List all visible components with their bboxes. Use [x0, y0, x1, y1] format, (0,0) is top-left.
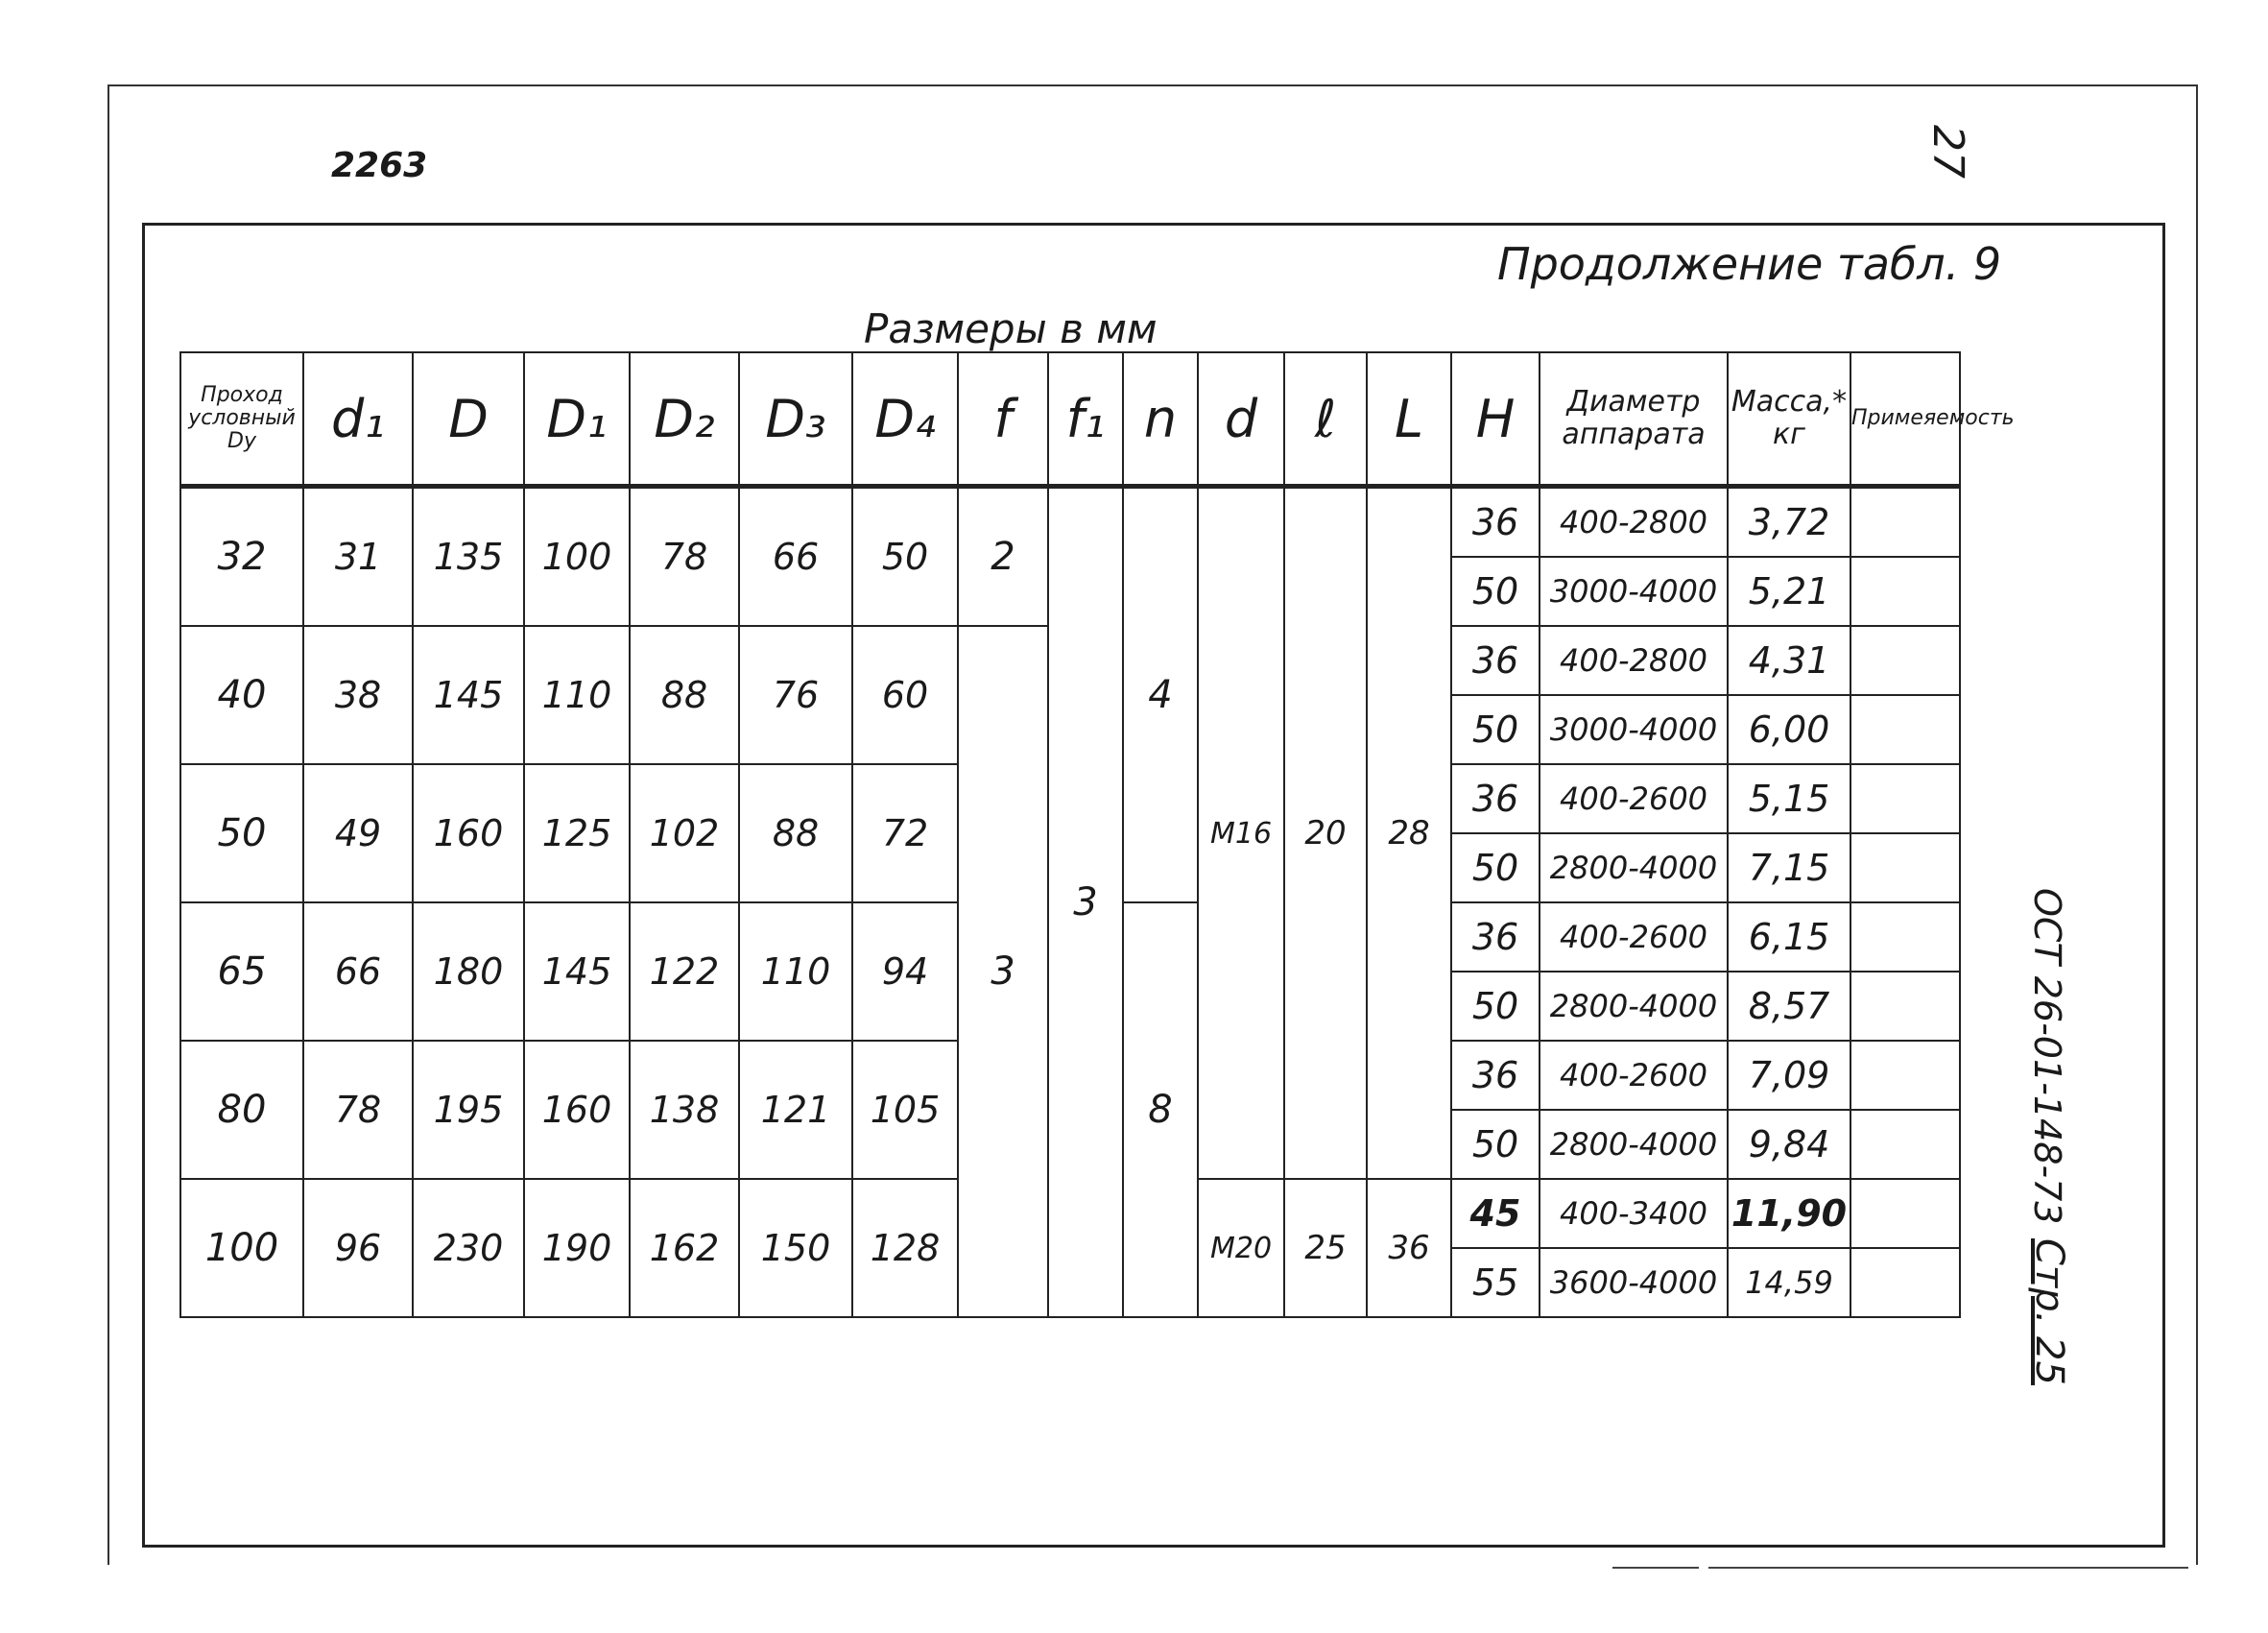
cell-D: 180 — [413, 902, 524, 1041]
cell-applicability — [1850, 1041, 1960, 1110]
cell-mass: 8,57 — [1728, 972, 1850, 1041]
cell-H: 50 — [1451, 972, 1540, 1041]
cell-applicability — [1850, 902, 1960, 972]
bottom-dash — [1708, 1567, 2188, 1569]
cell-applicability — [1850, 626, 1960, 695]
header-mass: Масса,* кг — [1728, 352, 1850, 487]
header-f: f — [958, 352, 1048, 487]
cell-H: 45 — [1451, 1179, 1540, 1248]
cell-thread-d: M16 — [1198, 487, 1284, 1180]
cell-dy: 32 — [180, 487, 303, 627]
cell-D1: 190 — [524, 1179, 630, 1317]
cell-apparatus-diameter: 400-2600 — [1540, 1041, 1728, 1110]
cell-apparatus-diameter: 2800-4000 — [1540, 833, 1728, 902]
cell-H: 36 — [1451, 487, 1540, 558]
header-f1: f₁ — [1048, 352, 1123, 487]
cell-dy: 50 — [180, 764, 303, 902]
cell-D2: 162 — [630, 1179, 739, 1317]
cell-D1: 110 — [524, 626, 630, 764]
cell-D4: 60 — [852, 626, 958, 764]
cell-D: 145 — [413, 626, 524, 764]
cell-D4: 105 — [852, 1041, 958, 1179]
cell-mass: 4,31 — [1728, 626, 1850, 695]
header-D3: D₃ — [739, 352, 852, 487]
cell-D2: 88 — [630, 626, 739, 764]
cell-applicability — [1850, 557, 1960, 626]
sheet-corner-number: 27 — [1923, 125, 1972, 179]
cell-mass: 14,59 — [1728, 1248, 1850, 1317]
header-D2: D₂ — [630, 352, 739, 487]
cell-D: 195 — [413, 1041, 524, 1179]
cell-applicability — [1850, 764, 1960, 833]
cell-dy: 65 — [180, 902, 303, 1041]
cell-apparatus-diameter: 2800-4000 — [1540, 1110, 1728, 1179]
cell-H: 36 — [1451, 764, 1540, 833]
cell-f: 3 — [958, 626, 1048, 1317]
cell-H: 50 — [1451, 695, 1540, 764]
cell-d1: 66 — [303, 902, 413, 1041]
header-H: H — [1451, 352, 1540, 487]
cell-apparatus-diameter: 3600-4000 — [1540, 1248, 1728, 1317]
header-n: n — [1123, 352, 1198, 487]
cell-apparatus-diameter: 400-2600 — [1540, 902, 1728, 972]
cell-D1: 100 — [524, 487, 630, 627]
header-d1: d₁ — [303, 352, 413, 487]
cell-applicability — [1850, 1179, 1960, 1248]
header-l: ℓ — [1284, 352, 1367, 487]
cell-mass: 9,84 — [1728, 1110, 1850, 1179]
cell-mass: 5,15 — [1728, 764, 1850, 833]
bottom-dash — [1612, 1567, 1699, 1569]
cell-n: 4 — [1123, 487, 1198, 903]
cell-mass: 7,09 — [1728, 1041, 1850, 1110]
cell-D2: 102 — [630, 764, 739, 902]
cell-D3: 150 — [739, 1179, 852, 1317]
cell-H: 36 — [1451, 1041, 1540, 1110]
cell-f1: 3 — [1048, 487, 1123, 1318]
header-dy: Проход условный Dу — [180, 352, 303, 487]
cell-D3: 76 — [739, 626, 852, 764]
header-d: d — [1198, 352, 1284, 487]
cell-n: 8 — [1123, 902, 1198, 1317]
cell-D3: 121 — [739, 1041, 852, 1179]
cell-D3: 66 — [739, 487, 852, 627]
cell-mass: 7,15 — [1728, 833, 1850, 902]
cell-f: 2 — [958, 487, 1048, 627]
cell-d1: 38 — [303, 626, 413, 764]
cell-apparatus-diameter: 400-2600 — [1540, 764, 1728, 833]
cell-D3: 88 — [739, 764, 852, 902]
header-D4: D₄ — [852, 352, 958, 487]
cell-l: 25 — [1284, 1179, 1367, 1317]
header-applicability: Примеяемость — [1850, 352, 1960, 487]
table-header-row — [180, 352, 1960, 487]
cell-dy: 100 — [180, 1179, 303, 1317]
cell-mass: 5,21 — [1728, 557, 1850, 626]
cell-H: 36 — [1451, 902, 1540, 972]
cell-D2: 122 — [630, 902, 739, 1041]
cell-applicability — [1850, 487, 1960, 558]
cell-D4: 128 — [852, 1179, 958, 1317]
cell-D: 135 — [413, 487, 524, 627]
cell-applicability — [1850, 695, 1960, 764]
header-L: L — [1367, 352, 1451, 487]
continuation-title: Продолжение табл. 9 — [1497, 238, 2002, 290]
table-row — [180, 487, 1960, 558]
cell-D4: 72 — [852, 764, 958, 902]
cell-apparatus-diameter: 2800-4000 — [1540, 972, 1728, 1041]
header-apparatus-diameter: Диаметр аппарата — [1540, 352, 1728, 487]
cell-l: 20 — [1284, 487, 1367, 1180]
cell-D4: 94 — [852, 902, 958, 1041]
cell-L: 36 — [1367, 1179, 1451, 1317]
cell-dy: 40 — [180, 626, 303, 764]
document-number: 2263 — [331, 146, 428, 185]
cell-apparatus-diameter: 3000-4000 — [1540, 557, 1728, 626]
cell-D2: 78 — [630, 487, 739, 627]
cell-H: 50 — [1451, 1110, 1540, 1179]
cell-applicability — [1850, 833, 1960, 902]
cell-D1: 125 — [524, 764, 630, 902]
cell-d1: 31 — [303, 487, 413, 627]
cell-D1: 160 — [524, 1041, 630, 1179]
cell-H: 36 — [1451, 626, 1540, 695]
cell-H: 55 — [1451, 1248, 1540, 1317]
cell-d1: 49 — [303, 764, 413, 902]
cell-dy: 80 — [180, 1041, 303, 1179]
header-D: D — [413, 352, 524, 487]
cell-apparatus-diameter: 400-2800 — [1540, 487, 1728, 558]
cell-apparatus-diameter: 400-2800 — [1540, 626, 1728, 695]
cell-mass: 6,15 — [1728, 902, 1850, 972]
cell-D2: 138 — [630, 1041, 739, 1179]
cell-D: 160 — [413, 764, 524, 902]
cell-thread-d: M20 — [1198, 1179, 1284, 1317]
cell-D3: 110 — [739, 902, 852, 1041]
cell-mass: 3,72 — [1728, 487, 1850, 558]
units-caption: Размеры в мм — [864, 305, 1158, 352]
cell-apparatus-diameter: 400-3400 — [1540, 1179, 1728, 1248]
side-page-label: Стр. 25 — [2027, 1238, 2071, 1385]
cell-mass: 11,90 — [1728, 1179, 1850, 1248]
cell-H: 50 — [1451, 557, 1540, 626]
header-D1: D₁ — [524, 352, 630, 487]
cell-applicability — [1850, 972, 1960, 1041]
cell-D4: 50 — [852, 487, 958, 627]
cell-applicability — [1850, 1248, 1960, 1317]
cell-d1: 96 — [303, 1179, 413, 1317]
cell-applicability — [1850, 1110, 1960, 1179]
cell-apparatus-diameter: 3000-4000 — [1540, 695, 1728, 764]
dimensions-table — [179, 351, 2015, 1318]
cell-H: 50 — [1451, 833, 1540, 902]
cell-D1: 145 — [524, 902, 630, 1041]
side-standard-label: ОСТ 26-01-148-73 — [2026, 888, 2068, 1225]
cell-mass: 6,00 — [1728, 695, 1850, 764]
cell-D: 230 — [413, 1179, 524, 1317]
cell-d1: 78 — [303, 1041, 413, 1179]
cell-L: 28 — [1367, 487, 1451, 1180]
